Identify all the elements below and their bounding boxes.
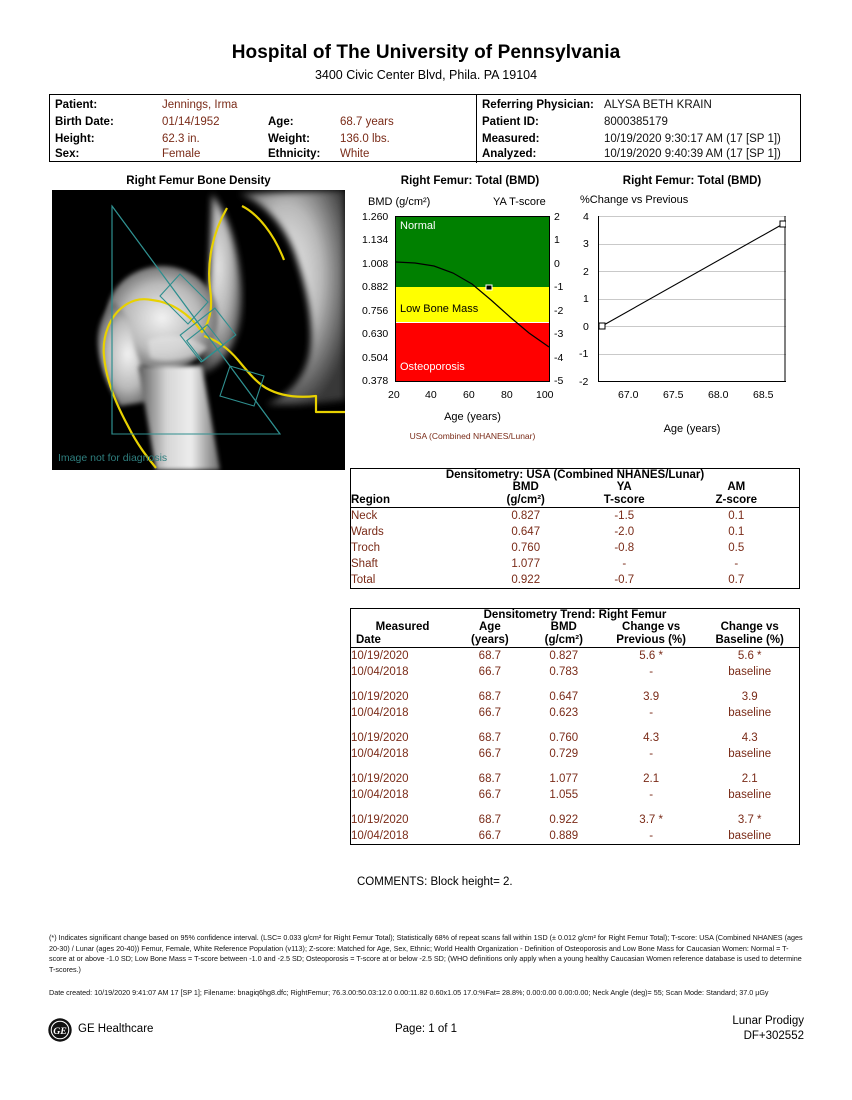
device-name: Lunar Prodigy	[732, 1015, 804, 1027]
svg-text:GE: GE	[53, 1025, 67, 1037]
region-tscore: -2.0	[614, 526, 635, 538]
bmd-t-score-axis-label: YA T-score	[493, 196, 546, 208]
bmd-t-tick-7: -5	[554, 375, 564, 387]
trend-point-current	[780, 221, 786, 227]
bmd-ytick-0: 1.260	[362, 211, 389, 223]
patient-id-value: 8000385179	[604, 116, 668, 128]
trend-xtick-2: 68.0	[708, 389, 729, 401]
trend-change-prev: 2.1	[643, 773, 660, 785]
trend-bmd: 0.623	[549, 707, 579, 719]
trend-change-prev: 3.9	[643, 691, 660, 703]
trend-date: 10/04/2018	[351, 748, 409, 760]
region-name: Wards	[351, 526, 384, 538]
trend-date: 10/19/2020	[351, 691, 409, 703]
trend-series	[599, 216, 786, 381]
region-tscore: -0.7	[614, 574, 635, 586]
trend-ytick-5: -1	[579, 348, 589, 360]
table-row	[351, 746, 799, 762]
birth-date-label: Birth Date:	[55, 116, 114, 128]
table-row	[351, 508, 799, 525]
trend-age: 68.7	[478, 650, 502, 662]
band-label-normal: Normal	[400, 220, 436, 232]
row-spacer	[351, 721, 799, 730]
band-label-osteoporosis: Osteoporosis	[400, 361, 465, 373]
col-bmd-subheader: (g/cm²)	[544, 634, 583, 646]
trend-bmd: 1.055	[549, 789, 579, 801]
bmd-t-tick-2: 0	[554, 258, 560, 270]
table-row	[351, 828, 799, 844]
trend-change-base: 3.9	[741, 691, 758, 703]
trend-age: 68.7	[478, 814, 502, 826]
analyzed-label: Analyzed:	[482, 148, 537, 160]
densitometry-table-title: Densitometry: USA (Combined NHANES/Lunar)	[445, 469, 705, 481]
table-row	[351, 648, 799, 665]
col-change-prev-subheader: Previous (%)	[616, 634, 686, 646]
trend-change-base: baseline	[728, 666, 772, 678]
bmd-ytick-1: 1.134	[362, 234, 389, 246]
trend-bmd: 0.783	[549, 666, 579, 678]
trend-xtick-1: 67.5	[663, 389, 684, 401]
densitometry-table	[350, 468, 800, 589]
region-bmd: 0.760	[511, 542, 541, 554]
trend-xtick-0: 67.0	[618, 389, 639, 401]
trend-change-prev: -	[649, 789, 654, 801]
trend-change-base: 5.6 *	[737, 650, 762, 662]
trend-ytick-6: -2	[579, 376, 589, 388]
region-zscore: -	[734, 558, 739, 570]
table-row	[351, 524, 799, 540]
table-row	[351, 771, 799, 787]
bmd-reference-curve	[396, 217, 549, 381]
bmd-xtick-4: 100	[536, 389, 554, 401]
patient-info-panel	[49, 94, 801, 162]
region-bmd: 1.077	[511, 558, 541, 570]
region-zscore: 0.5	[728, 542, 745, 554]
page-number: Page: 1 of 1	[394, 1023, 458, 1035]
table-row	[351, 540, 799, 556]
col-change-base-subheader: Baseline (%)	[715, 634, 784, 646]
table-row	[351, 730, 799, 746]
col-age-subheader: (years)	[471, 634, 509, 646]
col-age-header: Age	[479, 621, 501, 633]
patient-label: Patient:	[55, 99, 98, 111]
trend-change-prev: -	[649, 707, 654, 719]
bmd-xtick-0: 20	[388, 389, 400, 401]
weight-label: Weight:	[268, 133, 310, 145]
comments-text: COMMENTS: Block height= 2.	[357, 876, 513, 888]
bmd-x-axis-label: Age (years)	[444, 411, 501, 423]
device-serial: DF+302552	[743, 1030, 804, 1042]
trend-bmd: 0.760	[549, 732, 579, 744]
trend-date: 10/04/2018	[351, 707, 409, 719]
region-zscore: 0.1	[728, 510, 745, 522]
region-tscore: -1.5	[614, 510, 635, 522]
bmd-t-tick-0: 2	[554, 211, 560, 223]
table-row	[351, 556, 799, 572]
trend-ytick-0: 4	[583, 211, 589, 223]
ge-healthcare-label: GE Healthcare	[78, 1023, 154, 1035]
region-bmd: 0.922	[511, 574, 541, 586]
not-for-diagnosis-watermark: Image not for diagnosis	[58, 452, 168, 464]
trend-change-prev: 4.3	[643, 732, 660, 744]
col-am-unit: Z-score	[715, 494, 758, 506]
table-row	[351, 664, 799, 680]
bmd-ytick-7: 0.378	[362, 375, 389, 387]
scan-image-title: Right Femur Bone Density	[126, 175, 271, 187]
bmd-xtick-3: 80	[501, 389, 513, 401]
col-change-prev-header: Change vs	[622, 621, 681, 633]
patient-bmd-marker	[486, 285, 492, 290]
region-name: Shaft	[351, 558, 378, 570]
trend-ytick-1: 3	[583, 238, 589, 250]
bmd-xtick-2: 60	[463, 389, 475, 401]
trend-ytick-3: 1	[583, 293, 589, 305]
referring-physician-value: ALYSA BETH KRAIN	[604, 99, 712, 111]
trend-point-baseline	[599, 323, 605, 329]
trend-age: 68.7	[478, 773, 502, 785]
trend-change-prev: -	[649, 830, 654, 842]
trend-date: 10/19/2020	[351, 814, 409, 826]
table-row	[351, 572, 799, 588]
footnote-definitions: (*) Indicates significant change based on 95% confidence interval. (LSC= 0.033 g/cm² for Right Femur Total); Statistically 68% of repeat scans fall within 1SD (± 0.012 g/cm² for Right Femur Total); T-score: USA (Combined NHANES (ages 20-30) / Lunar (ages 20-40)) Femur, Female, White Reference Population (v113); Z-score: Matched for Age, Sex, Ethnic; World Health Organization - Definition of Osteoporosis and Low Bone Mass for Caucasian Women: Normal = T-score at or above -1.0 SD; Low Bone Mass = T-score between -1.0 and -2.5 SD; Osteoporosis = T-score at or below -2.5 SD; (WHO definitions only apply when a young healthy Caucasian Women reference database is used to determine T-scores.)	[49, 933, 803, 974]
col-region-header: Region	[351, 494, 390, 506]
sex-label: Sex:	[55, 148, 80, 160]
region-tscore: -0.8	[614, 542, 635, 554]
region-name: Troch	[351, 542, 380, 554]
trend-date: 10/19/2020	[351, 650, 409, 662]
height-value: 62.3 in.	[162, 133, 200, 145]
bmd-chart-footnote: USA (Combined NHANES/Lunar)	[409, 431, 536, 441]
trend-x-axis-label: Age (years)	[663, 423, 721, 435]
sex-value: Female	[162, 148, 201, 160]
bmd-ytick-6: 0.504	[362, 352, 389, 364]
trend-chart-subtitle: %Change vs Previous	[580, 194, 689, 206]
hospital-address: 3400 Civic Center Blvd, Phila. PA 19104	[314, 68, 538, 82]
trend-change-base: 3.7 *	[737, 814, 762, 826]
percent-change-plot	[598, 216, 786, 382]
trend-bmd: 0.922	[549, 814, 579, 826]
trend-date: 10/19/2020	[351, 732, 409, 744]
trend-age: 66.7	[478, 748, 502, 760]
trend-bmd: 1.077	[549, 773, 579, 785]
height-label: Height:	[55, 133, 95, 145]
trend-age: 66.7	[478, 666, 502, 678]
analyzed-value: 10/19/2020 9:40:39 AM (17 [SP 1])	[604, 148, 781, 160]
panel-divider	[476, 95, 477, 163]
trend-change-prev: -	[649, 666, 654, 678]
trend-age: 66.7	[478, 789, 502, 801]
footnote-scan-parameters: Date created: 10/19/2020 9:41:07 AM 17 [SP 1]; Filename: bnagiq6hg8.dfc; RightFemur; 76.3.00:50.03:12.0 0.00:11.82 0.60x1.05 17.0:%Fat= 28.8%; 0.00:0.00 0.00:0.00; Neck Angle (deg)= 55; Scan Mode: Standard; 37.0 µGy	[49, 988, 769, 997]
trend-bmd: 0.827	[549, 650, 579, 662]
trend-date: 10/04/2018	[351, 789, 409, 801]
age-label: Age:	[268, 116, 294, 128]
trend-change-base: baseline	[728, 789, 772, 801]
bmd-t-tick-6: -4	[554, 352, 564, 364]
trend-change-base: baseline	[728, 748, 772, 760]
trend-bmd: 0.889	[549, 830, 579, 842]
page-title: Hospital of The University of Pennsylvania	[231, 42, 621, 63]
ethnicity-label: Ethnicity:	[268, 148, 321, 160]
row-spacer	[351, 680, 799, 689]
trend-age: 66.7	[478, 830, 502, 842]
region-zscore: 0.1	[728, 526, 745, 538]
trend-change-base: 2.1	[741, 773, 758, 785]
bmd-t-tick-5: -3	[554, 328, 564, 340]
region-zscore: 0.7	[728, 574, 745, 586]
trend-change-base: baseline	[728, 830, 772, 842]
referring-physician-label: Referring Physician:	[482, 99, 594, 111]
row-spacer	[351, 803, 799, 812]
bmd-ytick-2: 1.008	[362, 258, 389, 270]
table-row	[351, 787, 799, 803]
trend-bmd: 0.729	[549, 748, 579, 760]
col-ya-unit: T-score	[603, 494, 645, 506]
trend-age: 68.7	[478, 732, 502, 744]
trend-ytick-4: 0	[583, 321, 589, 333]
col-bmd-header: BMD	[512, 481, 539, 493]
table-row	[351, 705, 799, 721]
col-date-header: Measured	[375, 621, 430, 633]
row-spacer	[351, 762, 799, 771]
col-change-base-header: Change vs	[720, 621, 779, 633]
region-bmd: 0.647	[511, 526, 541, 538]
ethnicity-value: White	[340, 148, 370, 160]
bmd-t-tick-3: -1	[554, 281, 564, 293]
bmd-ytick-5: 0.630	[362, 328, 389, 340]
patient-id-label: Patient ID:	[482, 116, 539, 128]
densitometry-trend-table	[350, 608, 800, 845]
region-bmd: 0.827	[511, 510, 541, 522]
bmd-ytick-3: 0.882	[362, 281, 389, 293]
measured-value: 10/19/2020 9:30:17 AM (17 [SP 1])	[604, 133, 781, 145]
bmd-chart-title: Right Femur: Total (BMD)	[400, 175, 540, 187]
trend-change-prev: 3.7 *	[639, 814, 663, 826]
bmd-xtick-1: 40	[425, 389, 437, 401]
bmd-t-tick-1: 1	[554, 234, 560, 246]
bmd-vs-age-plot	[395, 216, 550, 382]
dxa-scan-image	[52, 190, 345, 470]
femur-scan-svg	[52, 190, 345, 470]
trend-change-prev: -	[649, 748, 654, 760]
trend-change-prev: 5.6 *	[639, 650, 663, 662]
trend-change-base: 4.3	[741, 732, 758, 744]
band-label-low-bone-mass: Low Bone Mass	[400, 303, 479, 315]
region-name: Neck	[351, 510, 378, 522]
region-tscore: -	[622, 558, 627, 570]
trend-table-title: Densitometry Trend: Right Femur	[483, 609, 667, 621]
bmd-y-axis-label: BMD (g/cm²)	[368, 196, 431, 208]
col-bmd-header: BMD	[550, 621, 577, 633]
patient-name: Jennings, Irma	[162, 99, 238, 111]
bmd-t-tick-4: -2	[554, 305, 564, 317]
trend-chart-title: Right Femur: Total (BMD)	[622, 175, 762, 187]
table-row	[351, 812, 799, 828]
trend-change-base: baseline	[728, 707, 772, 719]
trend-age: 66.7	[478, 707, 502, 719]
table-row	[351, 689, 799, 705]
trend-date: 10/04/2018	[351, 830, 409, 842]
weight-value: 136.0 lbs.	[340, 133, 390, 145]
trend-xtick-3: 68.5	[753, 389, 774, 401]
birth-date-value: 01/14/1952	[162, 116, 220, 128]
trend-ytick-2: 2	[583, 266, 589, 278]
trend-date: 10/19/2020	[351, 773, 409, 785]
region-name: Total	[351, 574, 376, 586]
trend-bmd: 0.647	[549, 691, 579, 703]
trend-age: 68.7	[478, 691, 502, 703]
col-bmd-unit: (g/cm²)	[506, 494, 545, 506]
age-value: 68.7 years	[340, 116, 394, 128]
measured-label: Measured:	[482, 133, 540, 145]
bmd-ytick-4: 0.756	[362, 305, 389, 317]
col-date-subheader: Date	[356, 634, 381, 646]
col-ya-header: YA	[616, 481, 632, 493]
col-am-header: AM	[727, 481, 746, 493]
trend-date: 10/04/2018	[351, 666, 409, 678]
